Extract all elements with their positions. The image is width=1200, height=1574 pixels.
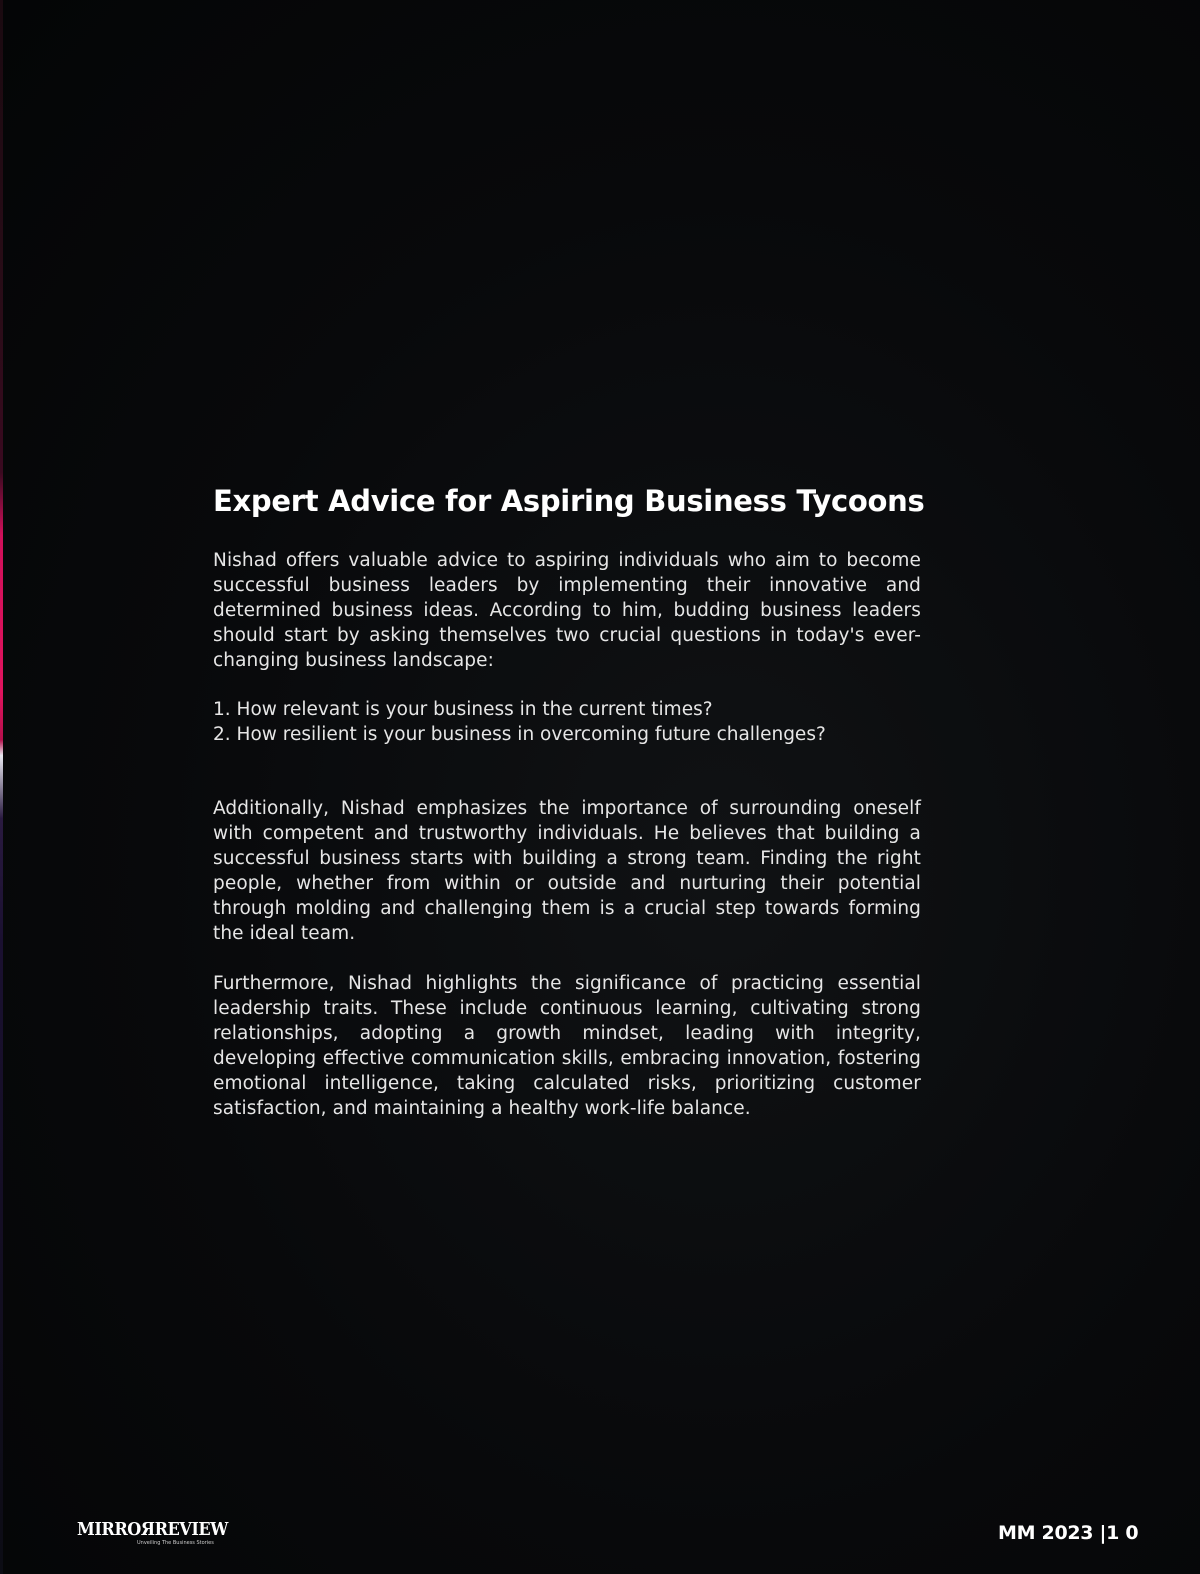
page-folio: MM 2023 |1 0 [998,1522,1139,1544]
article [213,484,925,1121]
paragraph-team: Additionally, Nishad emphasizes the importance of surrounding oneself with competent and trustworthy individuals. He believes that building a successful business starts with building a strong team. Finding the right people, whether from within or outside and nurturing their potential through molding and challenging them is a crucial step towards forming the ideal team. [213,798,921,944]
paragraph-leadership: Furthermore, Nishad highlights the significance of practicing essential leadership traits. These include continuous learning, cultivating strong relationships, adopting a growth mindset, leading with integrity, developing effective communication skills, embracing innovation, fostering emotional intelligence, taking calculated risks, prioritizing customer satisfaction, and maintaining a healthy work-life balance. [213,973,921,1119]
paragraph-intro: Nishad offers valuable advice to aspiring individuals who aim to become successful business leaders by implementing their innovative and determined business ideas. According to him, budding business leaders should start by asking themselves two crucial questions in today's ever-changing business landscape: [213,550,921,671]
questions-list [213,697,921,747]
logo-wordmark: MIRROЯREVIEW [77,1520,228,1540]
logo-tagline: Unveiling The Business Stories [137,1540,214,1546]
page-edge-strip [0,0,3,1574]
article-heading: Expert Advice for Aspiring Business Tycoons [213,484,925,518]
mirror-review-logo [77,1521,227,1547]
question-item: 2. How resilient is your business in overcoming future challenges? [213,724,826,745]
question-item: 1. How relevant is your business in the current times? [213,699,713,720]
